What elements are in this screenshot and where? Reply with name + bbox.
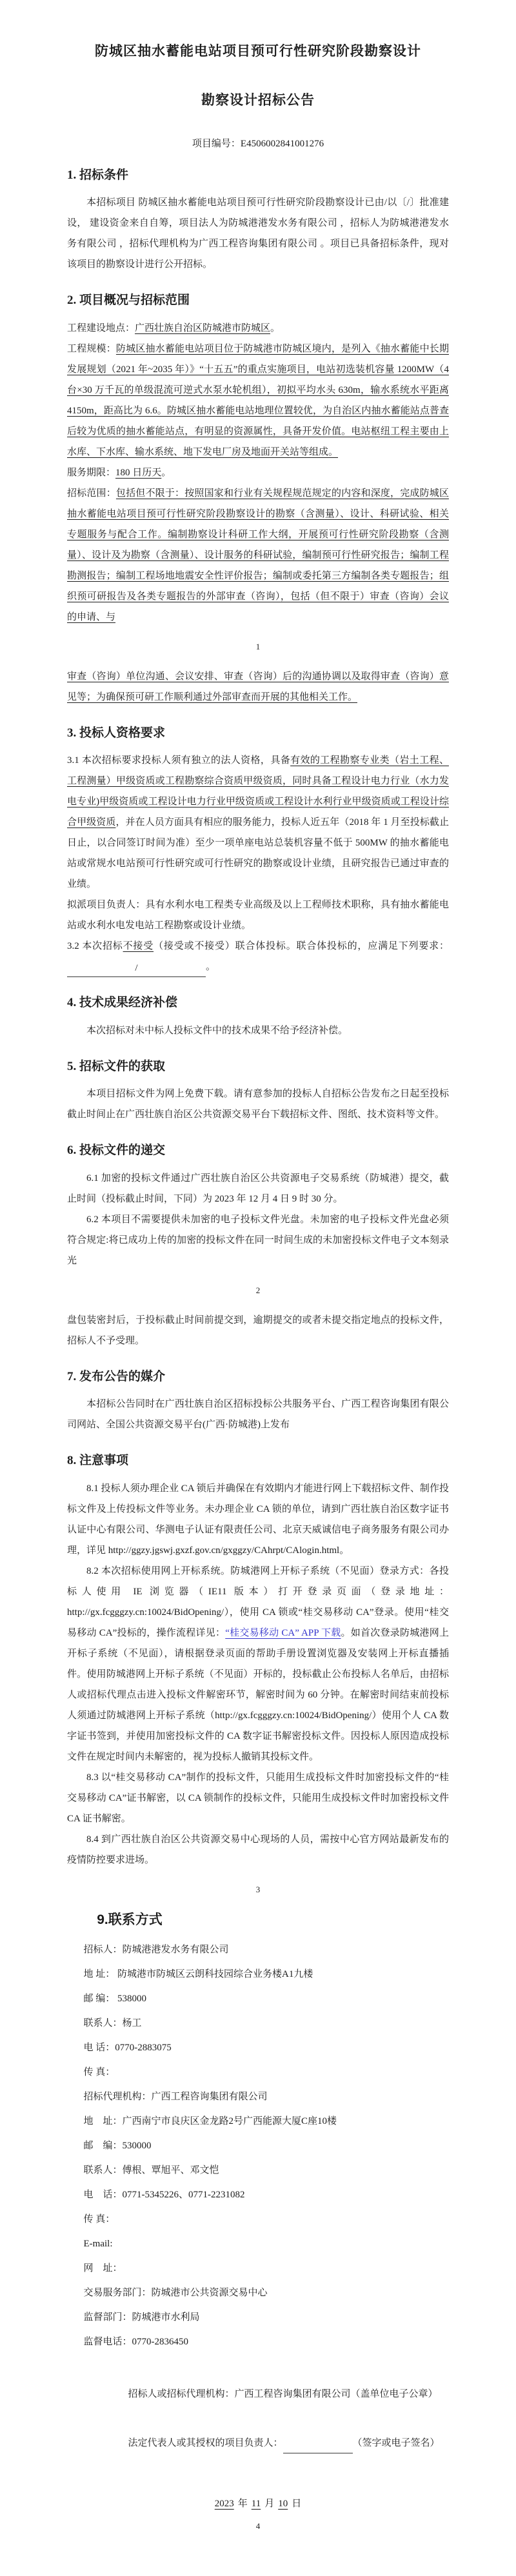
text-run: 3.2 本次招标 [67,941,123,952]
page-number-3: 3 [255,1884,261,1894]
field-value-location: 广西壮族自治区防城港市防城区 [135,322,271,333]
section-heading-3: 3. 投标人资格要求 [67,726,166,740]
paragraph-service-period [67,462,449,483]
signature-label: 法定代表人或其授权的项目负责人： [128,2437,283,2448]
field-label-scale: 工程规模： [67,343,116,354]
contact-line-phone: 电 话：0770-2883075 [83,2042,172,2053]
contact-line-agency-address: 地 址：广西南宁市良庆区金龙路2号广西能源大厦C座10楼 [83,2115,337,2126]
section-heading-9: 9.联系方式 [97,1912,163,1927]
field-value-period: 180 日历天 [115,467,162,478]
underlined-qualification: 有效的工程勘察专业类（岩土工程、工程测量）甲级资质或工程勘察综合资质甲级资质，同时具备工程设计电力行业（水力发电专业)甲级资质或工程设计电力行业甲级资质或工程设计水利行业甲级资质或工程设计综合甲级资质 [67,755,449,828]
contact-line-tenderer: 招标人：防城港港发水务有限公司 [83,1944,229,1955]
contact-line-agency: 招标代理机构：广西工程咨询集团有限公司 [83,2091,268,2102]
contact-line-trade-service-dept: 交易服务部门：防城港市公共资源交易中心 [83,2287,268,2298]
paragraph-scope-part1 [67,483,449,628]
contact-line-agency-phone: 电 话：0771-5345226、0771-2231082 [83,2189,245,2200]
field-label-location: 工程建设地点： [67,322,135,333]
date-year: 2023 [214,2498,234,2509]
section-heading-6: 6. 投标文件的递交 [67,1144,166,1158]
text-run: 3.1 本次招标要求投标人须有独立的法人资格，具备 [67,755,291,766]
field-value-scope-b: 审查（咨询）单位沟通、会议安排、审查（咨询）后的沟通协调以及取得审查（咨询）意见等；为确保预可研工作顺利通过外部审查而开展的其他相关工作。 [67,671,449,702]
page-number-4: 4 [255,2521,261,2531]
field-label-scope: 招标范围： [67,488,116,499]
doc-title: 防城区抽水蓄能电站项目预可行性研究阶段勘察设计 [95,43,421,59]
contact-line-agency-fax: 传 真： [83,2214,115,2224]
field-value-scope-a: 包括但不限于：按照国家和行业有关规程规范规定的内容和深度，完成防城区抽水蓄能电站项目预可行性研究阶段勘察设计的勘察（含测量）、设计、科研试验、相关专题服务与配合工作。编制勘察设计科研工作大纲，开展预可行性研究阶段勘察（含测量）、设计及为勘察（含测量）、设计服务的科研试验，编制预可行性研究报告；编制工程勘测报告；编制工程场地地震安全性评价报告；编制或委托第三方编制各类专题报告；组织预可研报告及各类专题报告的外部审查（咨询），包括（但不限于）审查（咨询）会议的申请、与 [67,488,449,622]
text-run: 8.2 本次招标使用网上开标系统。防城港网上开标子系统（不见面）登录方式：各投标人使用 IE 浏览器（IE11 版本）打开登录页面（登录地址：http://gx.fcgggzy.cn:10024/BidOpening/），使用 CA 锁或“桂交易移动 CA”登录。使用“桂交易移动 CA”投标的，操作流程详见： [67,1565,449,1638]
date-day: 10 [278,2498,288,2509]
project-number: 项目编号：E4506002841001276 [192,138,324,149]
fullstop: 。 [206,962,216,973]
paragraph-submission-6-2-part2: 盘包装密封后，于投标截止时间前提交到，逾期提交的或者未提交指定地点的投标文件，招标人不予受理。 [67,1314,449,1346]
app-download-link[interactable]: “桂交易移动 CA” APP 下载 [225,1627,341,1638]
paragraph-scale [67,339,449,462]
section-heading-8: 8. 注意事项 [67,1454,129,1468]
contact-line-email: E-mail: [83,2238,113,2249]
date-month-unit: 月 [264,2498,275,2509]
date-month: 11 [251,2498,261,2509]
date-year-unit: 年 [237,2498,248,2509]
section-heading-1: 1. 招标条件 [67,168,129,182]
contact-line-person: 联系人：杨工 [83,2017,142,2028]
fullstop: 。 [161,467,172,478]
paragraph-qualification-3-1 [67,750,449,895]
doc-subtitle: 勘察设计招标公告 [201,92,315,108]
paragraph-notice-8-3: 8.3 以“桂交易移动 CA”制作的投标文件，只能用生成投标文件时加密投标文件的“桂交易移动 CA”证书解密，以 CA 锁制作的投标文件，只能用生成投标文件时加密投标文件 CA 证书解密。 [67,1772,449,1824]
paragraph-announcement-media: 本招标公告同时在广西壮族自治区招标投标公共服务平台、广西工程咨询集团有限公司网站、全国公共资源交易平台(广西·防城港)上发布 [67,1399,449,1431]
paragraph-document-acquisition: 本项目招标文件为网上免费下载。请有意参加的投标人自招标公告发布之日起至投标截止时间止在广西壮族自治区公共资源交易平台下载招标文件、图纸、技术资料等文件。 [67,1089,449,1120]
contact-line-agency-person: 联系人：傅根、覃旭平、邓文恺 [83,2165,219,2175]
paragraph-submission-6-1: 6.1 加密的投标文件通过广西壮族自治区公共资源电子交易系统（防城港）提交，截止时间（投标截止时间，下同）为 2023 年 12 月 4 日 9 时 30 分。 [67,1173,449,1204]
section-heading-4: 4. 技术成果经济补偿 [67,996,178,1010]
field-value-scale: 防城区抽水蓄能电站项目位于防城港市防城区境内，是列入《抽水蓄能中长期发展规划（2021 年~2035 年）》“十五五”的重点实施项目，电站初选装机容量 1200MW（4 台×30 万千瓦的单级混流可逆式水泵水轮机组），初拟平均水头 630m，输水系统水平距离 4150m，距高比为 6.6。防城区抽水蓄能电站地理位置较优，为自治区内抽水蓄能站点普查后较为优质的抽水蓄能站点，有明显的资源属性，具备开发价值。电站枢纽工程主要由上水库、下水库、输水系统、地下发电厂房及地面开关站等组成。 [67,343,449,457]
paragraph-location [67,318,449,339]
section-heading-2: 2. 项目概况与招标范围 [67,293,190,308]
text-run: 。如首次登录防城港网上开标子系统（不见面），请根据登录页面的帮助手册设置浏览器及安装网上开标直播插件。使用防城港网上开标子系统（不见面）开标的，投标截止公布投标人名单后，由招标人或招标代理点击进入投标文件解密环节，解密时间为 60 分钟。在解密时间结束前投标人须通过防城港网上开标子系统（http://gx.fcgggzy.cn:10024/BidOpening/）使用个人 CA 数字证书签到，并使用加密投标文件的 CA 数字证书解密投标文件。因投标人原因造成投标文件在规定时间内未解密的，视为投标人撤销其投标文件。 [67,1627,450,1762]
paragraph-notice-8-1: 8.1 投标人须办理企业 CA 锁后并确保在有效期内才能进行网上下载招标文件、制作投标文件及上传投标文件等业务。未办理企业 CA 锁的单位，请到广西壮族自治区数字证书认证中心有限公司、华测电子认证有限责任公司、北京天威诚信电子商务服务有限公司办理，详见 http://ggzy.jgswj.gxzf.gov.cn/gxggzy/CAhrpt/CAlogin.html。 [67,1483,449,1556]
fullstop: 。 [270,322,281,333]
blank-field [67,960,206,977]
paragraph-tender-conditions: 本招标项目 防城区抽水蓄能电站项目预可行性研究阶段勘察设计已由/以〔/〕批准建设， 建设资金来自自筹，项目法人为防城港港发水务有限公司 ，招标人为防城港港发水务有限公司 ，招标代理机构为广西工程咨询集团有限公司 。项目已具备招标条件，现对该项目的勘察设计进行公开招标。 [67,197,449,270]
contact-line-fax: 传 真： [83,2066,115,2077]
contact-line-address: 地 址： 防城港市防城区云朗科技园综合业务楼A1九楼 [83,1968,313,1979]
paragraph-submission-6-2-part1: 6.2 本项目不需要提供未加密的电子投标文件光盘。未加密的电子投标文件光盘必须符合规定:将已成功上传的加密的投标文件在同一时间生成的未加密投标文件电子文本刻录光 [67,1214,449,1266]
signature-line-agency-seal: 招标人或招标代理机构：广西工程咨询集团有限公司（盖单位电子公章） [128,2388,438,2399]
paragraph-project-leader: 拟派项目负责人：具有水利水电工程类专业高级及以上工程师技术职称，具有抽水蓄能电站或水利水电发电站工程勘察或设计业绩。 [67,900,449,931]
date-line [67,2496,449,2510]
section-heading-7: 7. 发布公告的媒介 [67,1369,166,1383]
underlined-not-accepted: 不接受 [123,941,154,952]
text-run: ，并在人员方面具有相应的服务能力，投标人近五年（2018 年 1 月至投标截止日止，以合同签订时间为准）至少一项单座电站总装机容量不低于 500MW 的抽水蓄能电站或常规水电站预可行性研究或可行性研究的勘察或设计业绩，且研究报告已通过审查的业绩。 [67,817,449,890]
signature-line-legal-representative [67,2433,449,2453]
field-label-period: 服务期限： [67,467,116,478]
text-run: （接受或不接受）联合体投标。联合体投标的，应满足下列要求： [154,941,449,952]
contact-line-supervision-phone: 监督电话：0770-2836450 [83,2336,188,2347]
paragraph-notice-8-2 [67,1561,449,1767]
contact-line-postcode: 邮 编： 538000 [83,1993,147,2004]
page-number-2: 2 [255,1285,261,1295]
slash: / [135,963,138,974]
contact-line-website: 网 址： [83,2263,123,2274]
paragraph-consortium-3-2 [67,936,449,977]
date-day-unit: 日 [292,2498,302,2509]
paragraph-compensation: 本次招标对未中标人投标文件中的技术成果不给予经济补偿。 [86,1025,348,1036]
paragraph-notice-8-4: 8.4 到广西壮族自治区公共资源交易中心现场的人员，需按中心官方网站最新发布的疫情防控要求进场。 [67,1834,449,1865]
page-number-1: 1 [255,641,261,651]
section-heading-5: 5. 招标文件的获取 [67,1059,166,1073]
paragraph-scope-part2 [67,666,449,708]
contact-line-agency-postcode: 邮 编：530000 [83,2140,152,2151]
contact-line-supervision-dept: 监督部门：防城港市水利局 [83,2312,200,2323]
signature-suffix: （签字或电子签名） [352,2437,440,2448]
